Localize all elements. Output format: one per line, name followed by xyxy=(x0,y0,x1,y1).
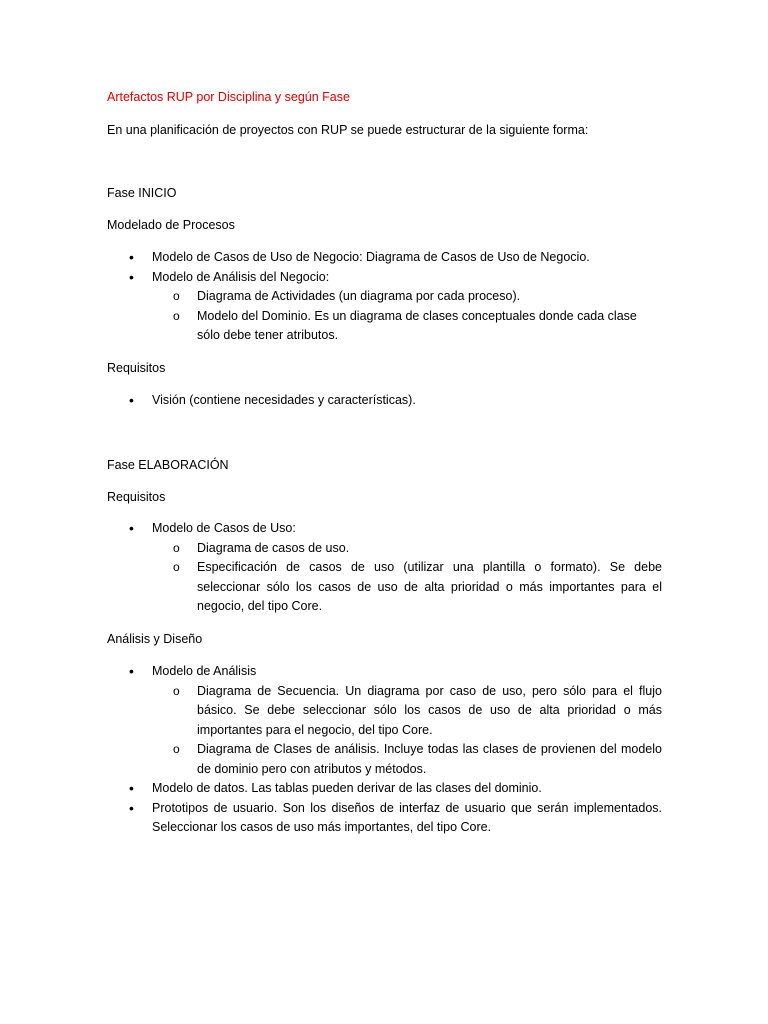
sub-list-item: o Diagrama de Secuencia. Un diagrama por caso de uso, pero sólo para el flujo básico. Se debe seleccionar sólo los casos de uso de alta prioridad o más importantes para el negocio, del tipo Core. xyxy=(152,682,662,741)
casos-uso-sublist xyxy=(152,539,662,617)
requisitos-heading-inicio: Requisitos xyxy=(107,361,166,375)
intro-paragraph: En una planificación de proyectos con RUP se puede estructurar de la siguiente forma: xyxy=(107,123,589,137)
phase-inicio-heading: Fase INICIO xyxy=(107,186,177,200)
list-item: • Modelo de Análisis del Negocio: o Diagrama de Actividades (un diagrama por cada proceso). o Modelo del Dominio. Es un diagrama de clases conceptuales donde cada clase sólo debe tener atributos. xyxy=(0,268,662,346)
sub-list-item: o Diagrama de Actividades (un diagrama por cada proceso). xyxy=(152,287,662,307)
analisis-diseno-heading: Análisis y Diseño xyxy=(107,632,203,646)
list-item: • Modelo de datos. Las tablas pueden derivar de las clases del dominio. xyxy=(0,779,662,799)
requisitos-list-inicio xyxy=(0,391,768,411)
sub-list-item: o Modelo del Dominio. Es un diagrama de clases conceptuales donde cada clase sólo debe tener atributos. xyxy=(152,307,662,346)
requisitos-list-elaboracion xyxy=(0,519,768,617)
list-item: • Modelo de Casos de Uso de Negocio: Diagrama de Casos de Uso de Negocio. xyxy=(0,248,662,268)
modelo-analisis-sublist xyxy=(152,682,662,780)
analisis-diseno-list xyxy=(0,662,768,838)
document-title: Artefactos RUP por Disciplina y según Fase xyxy=(107,90,350,104)
list-item: • Visión (contiene necesidades y características). xyxy=(0,391,662,411)
sub-list-item: o Especificación de casos de uso (utilizar una plantilla o formato). Se debe seleccionar sólo los casos de uso de alta prioridad o más importantes para el negocio, del tipo Core. xyxy=(152,558,662,617)
list-item: • Prototipos de usuario. Son los diseños de interfaz de usuario que serán implementados. Seleccionar los casos de uso más importantes, del tipo Core. xyxy=(0,799,662,838)
requisitos-heading-elaboracion: Requisitos xyxy=(107,490,166,504)
list-item: • Modelo de Análisis o Diagrama de Secuencia. Un diagrama por caso de uso, pero sólo para el flujo básico. Se debe seleccionar sólo los casos de uso de alta prioridad o más importantes para el negocio, del tipo Core. o Diagrama de Clases de análisis. Incluye todas las clases de provienen del modelo de dominio pero con atributos y métodos. xyxy=(0,662,662,779)
list-item: • Modelo de Casos de Uso: o Diagrama de casos de uso. o Especificación de casos de uso (utilizar una plantilla o formato). Se debe seleccionar sólo los casos de uso de alta prioridad o más importantes para el negocio, del tipo Core. xyxy=(0,519,662,617)
phase-elaboracion-heading: Fase ELABORACIÓN xyxy=(107,458,229,472)
modelado-procesos-heading: Modelado de Procesos xyxy=(107,218,235,232)
sub-list-item: o Diagrama de casos de uso. xyxy=(152,539,662,559)
sub-list-item: o Diagrama de Clases de análisis. Incluye todas las clases de provienen del modelo de dominio pero con atributos y métodos. xyxy=(152,740,662,779)
modelado-procesos-list xyxy=(0,248,768,346)
analisis-negocio-sublist xyxy=(152,287,662,346)
